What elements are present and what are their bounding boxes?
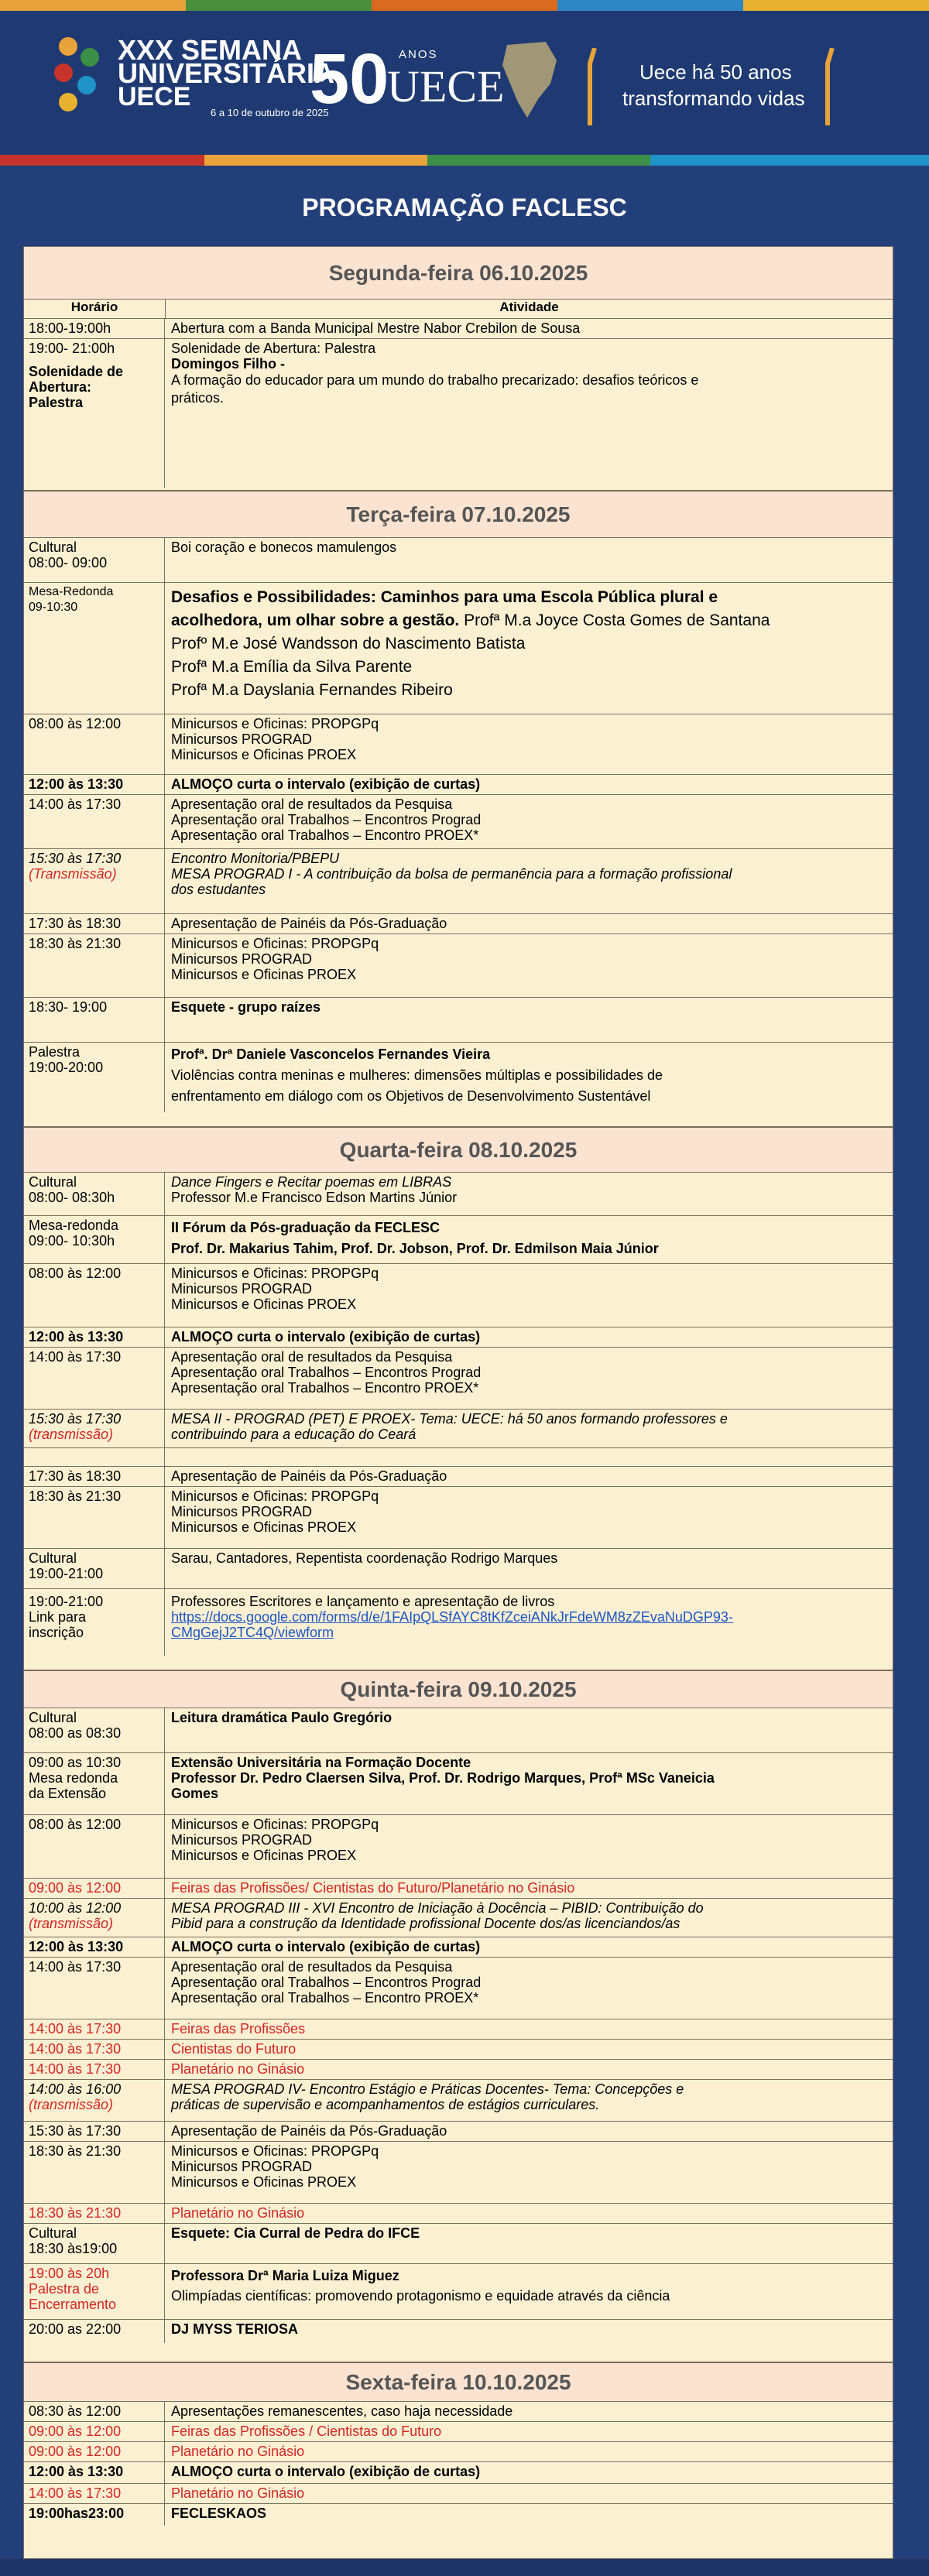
time-text: Palestra xyxy=(29,1044,81,1060)
time-text: Palestra xyxy=(29,395,84,410)
schedule-row xyxy=(24,1327,893,1348)
time-text: 10:00 às 12:00 xyxy=(29,1900,122,1916)
activity-text: Feiras das Profissões / Cientistas do Futuro xyxy=(171,2424,442,2439)
activity-text: Minicursos e Oficinas: PROPGPq xyxy=(171,1817,379,1832)
activity-text: Minicursos e Oficinas: PROPGPq xyxy=(171,1488,379,1504)
schedule-row xyxy=(24,319,893,339)
time-text: 08:00 às 12:00 xyxy=(29,1817,122,1832)
schedule-row xyxy=(24,2060,893,2080)
schedule-row xyxy=(24,2402,893,2422)
schedule-row xyxy=(24,2080,893,2122)
schedule-row xyxy=(24,2040,893,2060)
time-text: Cultural xyxy=(29,2225,77,2241)
schedule-row xyxy=(24,1937,893,1958)
schedule-row-empty xyxy=(24,1448,893,1467)
activity-text: práticos. xyxy=(171,390,225,406)
schedule-row xyxy=(24,1958,893,2019)
activity-text: Esquete: Cia Curral de Pedra do IFCE xyxy=(171,2225,420,2241)
activity-text: ALMOÇO curta o intervalo (exibição de curtas) xyxy=(171,776,481,792)
activity-text: Violências contra meninas e mulheres: dimensões múltiplas e possibilidades de xyxy=(171,1067,663,1083)
activity-text: MESA PROGRAD IV- Encontro Estágio e Práticas Docentes- Tema: Concepções e xyxy=(171,2081,684,2097)
schedule-row xyxy=(24,1467,893,1487)
time-text xyxy=(29,356,159,364)
activity-text: ALMOÇO curta o intervalo (exibição de curtas) xyxy=(171,1939,481,1954)
activity-text: Minicursos e Oficinas PROEX xyxy=(171,1297,357,1312)
activity-text: dos estudantes xyxy=(171,882,266,897)
activity-text: Minicursos e Oficinas PROEX xyxy=(171,747,357,762)
color-stripe-bottom xyxy=(0,155,929,166)
time-text: 18:30- 19:00 xyxy=(29,999,108,1015)
time-text: da Extensão xyxy=(29,1786,107,1801)
time-text: 18:30 às 21:30 xyxy=(29,936,122,951)
activity-text: Apresentação oral de resultados da Pesquisa xyxy=(171,796,453,812)
time-text: 19:00-21:00 xyxy=(29,1594,104,1609)
activity-text: Esquete - grupo raízes xyxy=(171,999,321,1015)
schedule-row xyxy=(24,2264,893,2320)
schedule-row xyxy=(24,2320,893,2343)
column-header-activity: Atividade xyxy=(499,300,559,314)
schedule-row xyxy=(24,2442,893,2462)
schedule-row xyxy=(24,1487,893,1549)
activity-text: Minicursos PROGRAD xyxy=(171,951,313,967)
color-stripe-top xyxy=(0,0,929,11)
activity-text: Sarau, Cantadores, Repentista coordenação Rodrigo Marques xyxy=(171,1550,558,1566)
schedule-row xyxy=(24,2422,893,2442)
time-text: 08:00 às 12:00 xyxy=(29,716,122,731)
time-text: 12:00 às 13:30 xyxy=(29,2464,124,2479)
schedule-row xyxy=(24,339,893,488)
activity-text: Apresentação oral de resultados da Pesquisa xyxy=(171,1959,453,1975)
activity-text: Solenidade de Abertura: Palestra xyxy=(171,341,376,356)
time-text: 09:00 às 12:00 xyxy=(29,1880,122,1896)
activity-text: Dance Fingers e Recitar poemas em LIBRAS xyxy=(171,1174,452,1190)
schedule-row xyxy=(24,1216,893,1264)
time-text: Mesa-redonda xyxy=(29,1218,119,1233)
activity-text: Apresentação de Painéis da Pós-Graduação xyxy=(171,916,447,931)
activity-text: DJ MYSS TERIOSA xyxy=(171,2321,299,2337)
schedule-row xyxy=(24,1043,893,1112)
activity-text: Minicursos PROGRAD xyxy=(171,1281,313,1297)
time-text: Cultural xyxy=(29,540,77,555)
activity-text: enfrentamento em diálogo com os Objetivos de Desenvolvimento Sustentável xyxy=(171,1088,651,1104)
speaker-name: Profº M.e José Wandsson do Nascimento Batista xyxy=(171,635,526,653)
time-text: 18:30 às 21:30 xyxy=(29,1488,122,1504)
time-text: 08:30 às 12:00 xyxy=(29,2403,122,2419)
schedule-row xyxy=(24,1879,893,1899)
schedule-row xyxy=(24,2019,893,2040)
time-text: 14:00 às 17:30 xyxy=(29,2021,122,2036)
schedule-row xyxy=(24,2462,893,2484)
time-text: 08:00- 09:00 xyxy=(29,555,108,570)
gold-bracket-right-icon xyxy=(824,48,835,125)
day-title: Quinta-feira 09.10.2025 xyxy=(24,1671,893,1708)
time-text: 09:00 às 12:00 xyxy=(29,2424,122,2439)
time-text: Cultural xyxy=(29,1174,77,1190)
semana-dates: 6 a 10 de outubro de 2025 xyxy=(211,107,329,118)
schedule-row xyxy=(24,2504,893,2526)
schedule-row xyxy=(24,2484,893,2504)
activity-text: Apresentação oral Trabalhos – Encontros Prograd xyxy=(171,1975,482,1990)
banner-header xyxy=(0,0,929,166)
time-text: 12:00 às 13:30 xyxy=(29,1939,124,1954)
time-text: 15:30 às 17:30 xyxy=(29,2123,122,2139)
schedule-row xyxy=(24,1815,893,1879)
schedule-row xyxy=(24,1753,893,1815)
day-title: Quarta-feira 08.10.2025 xyxy=(24,1128,893,1173)
activity-text: Minicursos PROGRAD xyxy=(171,2159,313,2174)
time-text: 17:30 às 18:30 xyxy=(29,1468,122,1484)
semana-line-3: UECE xyxy=(118,82,191,111)
transmission-label: (transmissão) xyxy=(29,1427,114,1442)
schedule-row xyxy=(24,538,893,583)
activity-text: Apresentação oral de resultados da Pesquisa xyxy=(171,1349,453,1365)
time-text: 18:30 às19:00 xyxy=(29,2241,118,2256)
time-text: 14:00 às 17:30 xyxy=(29,796,122,812)
speaker-name: Professor M.e Francisco Edson Martins Júnior xyxy=(171,1190,458,1205)
activity-text: Minicursos e Oficinas PROEX xyxy=(171,1848,357,1863)
time-text: 12:00 às 13:30 xyxy=(29,776,124,792)
speaker-name: Profª M.a Joyce Costa Gomes de Santana xyxy=(464,611,770,629)
anos-label: ANOS xyxy=(399,48,438,61)
activity-text: MESA PROGRAD III - XVI Encontro de Iniciação à Docência – PIBID: Contribuição do xyxy=(171,1900,704,1916)
activity-text: Leitura dramática Paulo Gregório xyxy=(171,1710,393,1725)
semana-logo-icon xyxy=(45,31,115,116)
activity-text: Planetário no Ginásio xyxy=(171,2444,305,2459)
activity-text: Minicursos e Oficinas PROEX xyxy=(171,967,357,982)
tagline-line-1: Uece há 50 anos xyxy=(639,60,792,84)
time-text: 12:00 às 13:30 xyxy=(29,1329,124,1345)
activity-text: Minicursos e Oficinas: PROPGPq xyxy=(171,716,379,731)
speaker-name: Profª. Drª Daniele Vasconcelos Fernandes Vieira xyxy=(171,1046,491,1062)
schedule-row xyxy=(24,914,893,934)
day-sexta xyxy=(23,2362,893,2559)
activity-text: Planetário no Ginásio xyxy=(171,2205,305,2221)
day-quarta xyxy=(23,1127,893,1670)
activity-text: Planetário no Ginásio xyxy=(171,2061,305,2077)
time-text: 14:00 às 17:30 xyxy=(29,2485,122,2501)
schedule-row xyxy=(24,1549,893,1589)
schedule-row xyxy=(24,775,893,795)
activity-text: Apresentação oral Trabalhos – Encontros Prograd xyxy=(171,812,482,827)
activity-text: Feiras das Profissões xyxy=(171,2021,306,2036)
time-text: 19:00- 21:00h xyxy=(29,341,115,356)
time-text: 17:30 às 18:30 xyxy=(29,916,122,931)
roundtable-title: Desafios e Possibilidades: Caminhos para uma Escola Pública plural e xyxy=(171,588,718,606)
time-text: 18:30 às 21:30 xyxy=(29,2205,122,2221)
activity-text: Apresentação de Painéis da Pós-Graduação xyxy=(171,1468,447,1484)
schedule-row xyxy=(24,998,893,1043)
activity-text: Cientistas do Futuro xyxy=(171,2041,297,2057)
activity-text: Planetário no Ginásio xyxy=(171,2485,305,2501)
activity-text: Feiras das Profissões/ Cientistas do Futuro/Planetário no Ginásio xyxy=(171,1880,575,1896)
activity-text: Abertura com a Banda Municipal Mestre Nabor Crebilon de Sousa xyxy=(171,320,581,336)
forum-title: II Fórum da Pós-graduação da FECLESC xyxy=(171,1220,441,1235)
schedule-row xyxy=(24,2142,893,2204)
activity-text: Apresentação de Painéis da Pós-Graduação xyxy=(171,2123,447,2139)
speaker-name: Professora Drª Maria Luiza Miguez xyxy=(171,2268,399,2283)
time-text: Encerramento xyxy=(29,2297,117,2312)
day-title: Sexta-feira 10.10.2025 xyxy=(24,2363,893,2402)
time-text: Abertura: xyxy=(29,379,92,395)
speaker-name: Gomes xyxy=(171,1786,219,1801)
time-text: 08:00 às 12:00 xyxy=(29,1266,122,1281)
time-text: Link para xyxy=(29,1609,87,1625)
speaker-name: Profª M.a Dayslania Fernandes Ribeiro xyxy=(171,681,453,699)
activity-text: Minicursos e Oficinas PROEX xyxy=(171,1519,357,1535)
time-text: 18:00-19:00h xyxy=(29,320,111,336)
schedule-row xyxy=(24,1264,893,1327)
activity-text: Boi coração e bonecos mamulengos xyxy=(171,540,397,555)
time-text: 15:30 às 17:30 xyxy=(29,851,122,866)
activity-text: contribuindo para a educação do Ceará xyxy=(171,1427,417,1442)
activity-text: Encontro Monitoria/PBEPU xyxy=(171,851,340,866)
time-text: 19:00 às 20h xyxy=(29,2266,110,2281)
activity-text: Apresentação oral Trabalhos – Encontro PROEX* xyxy=(171,1990,479,2006)
registration-link[interactable]: https://docs.google.com/forms/d/e/1FAIpQLSfAYC8tKfZceiANkJrFdeWM8zZEvaNuDGP93- xyxy=(171,1609,733,1625)
time-text: 14:00 às 16:00 xyxy=(29,2081,122,2097)
transmission-label: (Transmissão) xyxy=(29,866,117,882)
time-text: Solenidade de xyxy=(29,364,124,379)
time-text: 14:00 às 17:30 xyxy=(29,2061,122,2077)
schedule-row xyxy=(24,1348,893,1410)
activity-text: Minicursos PROGRAD xyxy=(171,1504,313,1519)
day-quinta xyxy=(23,1670,893,2362)
activity-text: Apresentação oral Trabalhos – Encontro PROEX* xyxy=(171,827,479,843)
time-text: 19:00-21:00 xyxy=(29,1566,104,1581)
roundtable-title: Extensão Universitária na Formação Docente xyxy=(171,1755,471,1770)
schedule-row xyxy=(24,934,893,998)
schedule-row xyxy=(24,1173,893,1216)
schedule-row xyxy=(24,2122,893,2142)
semana-line-1: XXX SEMANA xyxy=(118,34,303,66)
time-text: 09:00- 10:30h xyxy=(29,1233,115,1249)
time-text: Cultural xyxy=(29,1710,77,1725)
time-text: Mesa-Redonda xyxy=(29,585,114,598)
activity-text: Minicursos e Oficinas: PROPGPq xyxy=(171,2143,379,2159)
time-text: 19:00has23:00 xyxy=(29,2506,125,2521)
time-text: 20:00 as 22:00 xyxy=(29,2321,122,2337)
schedule-row xyxy=(24,583,893,714)
activity-text: ALMOÇO curta o intervalo (exibição de curtas) xyxy=(171,1329,481,1345)
time-text: Cultural xyxy=(29,1550,77,1566)
time-text: 08:00- 08:30h xyxy=(29,1190,115,1205)
semana-line-2: UNIVERSITÁRIA xyxy=(118,57,335,89)
activity-text: Apresentação oral Trabalhos – Encontros Prograd xyxy=(171,1365,482,1380)
time-text: Palestra de xyxy=(29,2281,100,2297)
anos-number: 50 xyxy=(310,39,389,118)
activity-text: Professores Escritores e lançamento e apresentação de livros xyxy=(171,1594,555,1609)
transmission-label: (transmissão) xyxy=(29,2097,114,2112)
time-text: 18:30 às 21:30 xyxy=(29,2143,122,2159)
schedule-row xyxy=(24,2224,893,2264)
schedule-row xyxy=(24,1410,893,1448)
schedule-row xyxy=(24,795,893,849)
registration-link[interactable]: CMgGejJ2TC4Q/viewform xyxy=(171,1625,334,1640)
time-text: 09:00 as 10:30 xyxy=(29,1755,122,1770)
ceara-map-icon xyxy=(499,37,561,122)
time-text: 09:00 às 12:00 xyxy=(29,2444,122,2459)
time-text: Mesa redonda xyxy=(29,1770,118,1786)
semana-title xyxy=(118,34,335,111)
activity-text: ALMOÇO curta o intervalo (exibição de curtas) xyxy=(171,2464,481,2479)
time-text: 08:00 as 08:30 xyxy=(29,1725,122,1741)
activity-text: Minicursos e Oficinas PROEX xyxy=(171,2174,357,2190)
activity-text: MESA II - PROGRAD (PET) E PROEX- Tema: UECE: há 50 anos formando professores e xyxy=(171,1411,728,1427)
footer-band xyxy=(0,2559,929,2576)
schedule-row xyxy=(24,2204,893,2224)
activity-text: Olimpíadas científicas: promovendo protagonismo e equidade através da ciência xyxy=(171,2288,670,2304)
transmission-label: (transmissão) xyxy=(29,1916,114,1931)
speaker-name: Prof. Dr. Makarius Tahim, Prof. Dr. Jobson, Prof. Dr. Edmilson Maia Júnior xyxy=(171,1241,659,1256)
gold-bracket-left-icon xyxy=(587,48,598,125)
activity-text: A formação do educador para um mundo do trabalho precarizado: desafios teóricos e xyxy=(171,372,699,388)
roundtable-title: acolhedora, um olhar sobre a gestão. xyxy=(171,611,460,629)
day-segunda xyxy=(23,246,893,491)
time-text: 14:00 às 17:30 xyxy=(29,2041,122,2057)
time-text: 14:00 às 17:30 xyxy=(29,1959,122,1975)
schedule-row xyxy=(24,1708,893,1753)
day-title: Segunda-feira 06.10.2025 xyxy=(24,247,893,300)
day-terca xyxy=(23,491,893,1127)
activity-text: Pibid para a construção da Identidade profissional Docente dos/as licenciandos/as xyxy=(171,1916,680,1931)
activity-text: FECLESKAOS xyxy=(171,2506,267,2521)
column-headers xyxy=(24,300,893,319)
schedule-row xyxy=(24,714,893,775)
schedule-row xyxy=(24,849,893,914)
activity-text: Minicursos PROGRAD xyxy=(171,1832,313,1848)
speaker-name: Profª M.a Emília da Silva Parente xyxy=(171,658,413,676)
activity-text: Apresentações remanescentes, caso haja necessidade xyxy=(171,2403,513,2419)
column-header-time: Horário xyxy=(24,300,166,318)
activity-text: Minicursos e Oficinas: PROPGPq xyxy=(171,1266,379,1281)
uece-label: UECE xyxy=(387,61,505,111)
schedule-row xyxy=(24,1589,893,1656)
time-text: inscrição xyxy=(29,1625,84,1640)
time-text: 09-10:30 xyxy=(29,601,78,614)
activity-text: Minicursos PROGRAD xyxy=(171,731,313,747)
activity-text: práticas de supervisão e acompanhamentos de estágios curriculares. xyxy=(171,2097,600,2112)
time-text: 19:00-20:00 xyxy=(29,1060,104,1075)
page-title: PROGRAMAÇÃO FACLESC xyxy=(302,194,627,221)
time-text: 14:00 às 17:30 xyxy=(29,1349,122,1365)
activity-text: Apresentação oral Trabalhos – Encontro PROEX* xyxy=(171,1380,479,1396)
tagline-line-2: transformando vidas xyxy=(622,87,805,110)
speaker-name: Professor Dr. Pedro Claersen Silva, Prof. Dr. Rodrigo Marques, Profª MSc Vaneicia xyxy=(171,1770,715,1786)
speaker-name: Domingos Filho - xyxy=(171,356,285,372)
activity-text: MESA PROGRAD I - A contribuição da bolsa de permanência para a formação profissional xyxy=(171,866,732,882)
day-title: Terça-feira 07.10.2025 xyxy=(24,492,893,538)
schedule-row xyxy=(24,1899,893,1937)
activity-text: Minicursos e Oficinas: PROPGPq xyxy=(171,936,379,951)
time-text: 15:30 às 17:30 xyxy=(29,1411,122,1427)
